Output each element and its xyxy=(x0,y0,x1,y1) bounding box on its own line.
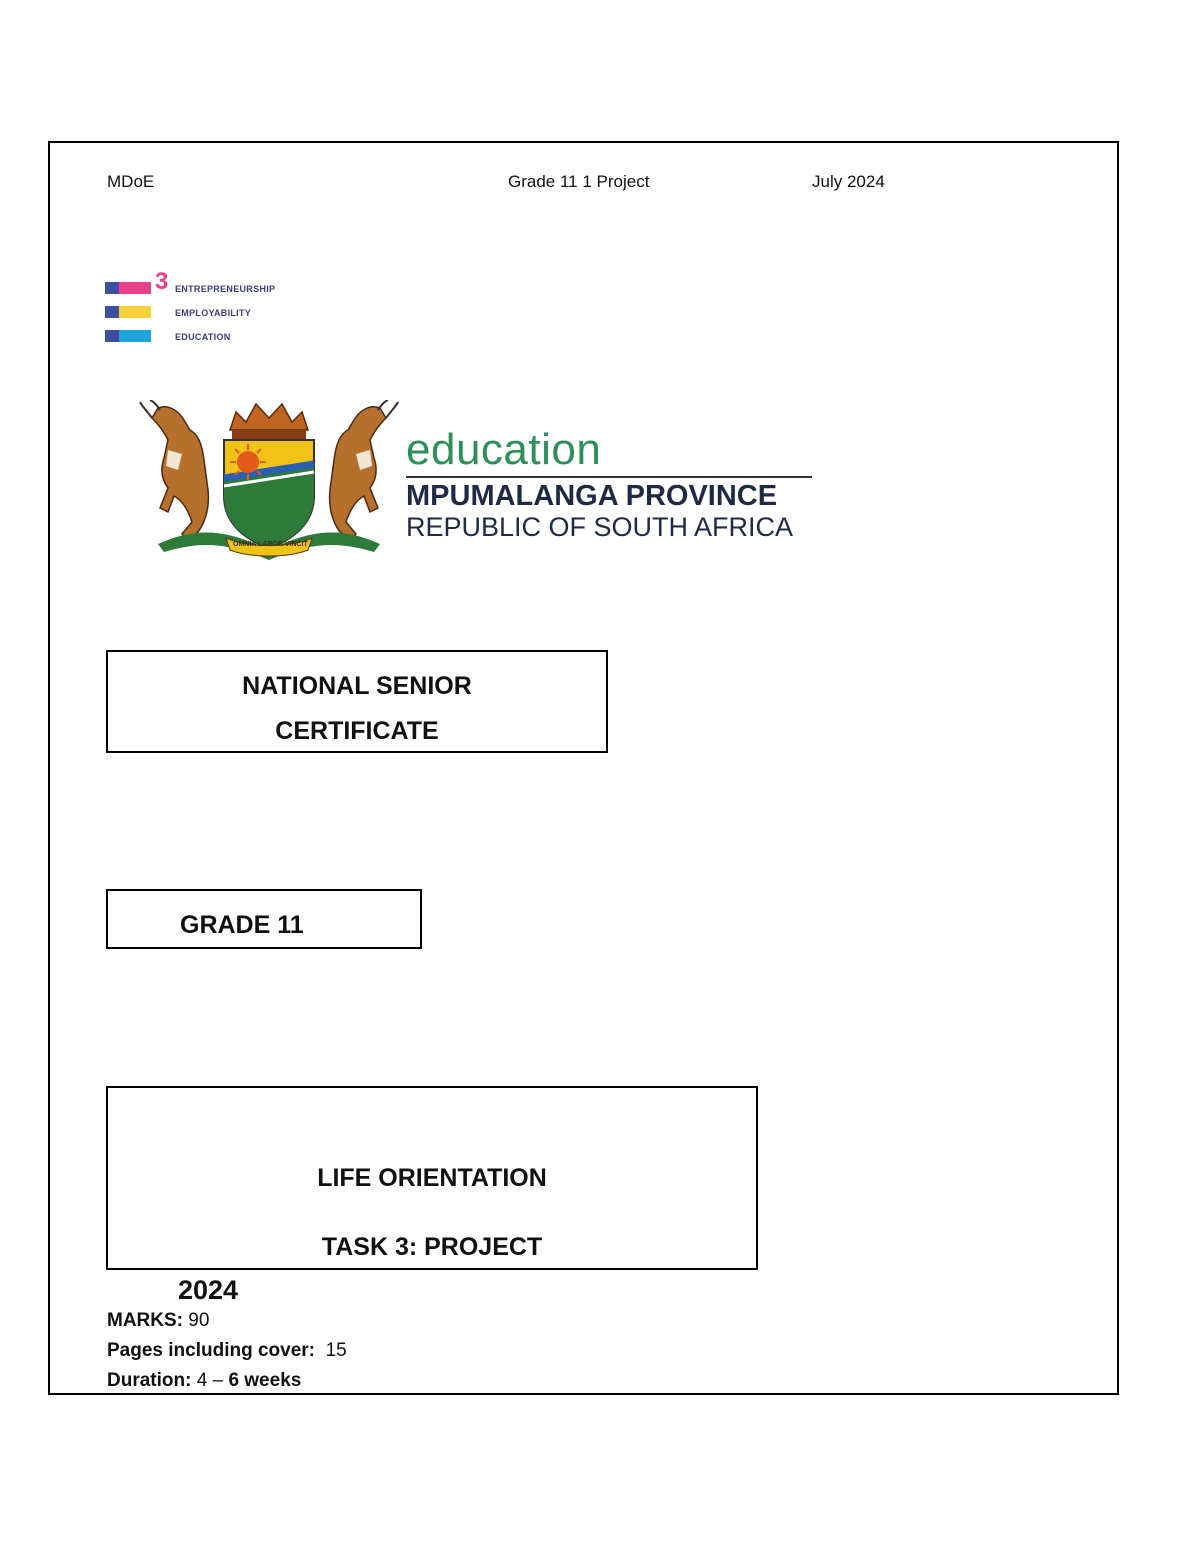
coat-of-arms-icon xyxy=(138,400,400,560)
marks-value: 90 xyxy=(188,1310,210,1331)
header-date: July 2024 xyxy=(812,172,885,191)
year: 2024 xyxy=(178,1275,239,1305)
marks-label: MARKS: xyxy=(107,1310,183,1331)
pages-value: 15 xyxy=(325,1340,347,1361)
logo-divider xyxy=(406,476,812,478)
marks-line xyxy=(107,1310,209,1332)
logo-country: REPUBLIC OF SOUTH AFRICA xyxy=(406,512,794,542)
header-document-title: Grade 11 1 Project xyxy=(508,172,650,191)
certificate-box xyxy=(106,650,608,753)
education-wordmark: education xyxy=(406,425,602,474)
e3-line-entrepreneurship: ENTREPRENEURSHIP xyxy=(175,284,276,294)
pages-line xyxy=(107,1340,347,1362)
e3-numeral: 3 xyxy=(155,268,169,295)
duration-dash: – xyxy=(212,1370,224,1391)
e3-line-education: EDUCATION xyxy=(175,332,231,342)
certificate-line-2: CERTIFICATE xyxy=(275,717,439,745)
e3-line-employability: EMPLOYABILITY xyxy=(175,308,252,318)
logo-province: MPUMALANGA PROVINCE xyxy=(406,480,778,512)
certificate-line-1: NATIONAL SENIOR xyxy=(242,672,472,700)
e3-logo xyxy=(105,268,315,346)
subject-title: LIFE ORIENTATION xyxy=(317,1164,547,1192)
duration-line xyxy=(107,1370,301,1392)
duration-from: 4 xyxy=(196,1370,208,1391)
duration-to: 6 weeks xyxy=(228,1370,302,1391)
subject-box xyxy=(106,1086,758,1270)
duration-label: Duration: xyxy=(107,1370,192,1391)
pages-label: Pages including cover: xyxy=(107,1340,315,1361)
grade-label: GRADE 11 xyxy=(180,911,304,939)
task-title: TASK 3: PROJECT xyxy=(321,1233,543,1261)
header-department: MDoE xyxy=(107,172,155,191)
coat-of-arms-motto: OMNIA LABOR VINCIT xyxy=(233,541,308,548)
grade-box xyxy=(106,889,422,949)
